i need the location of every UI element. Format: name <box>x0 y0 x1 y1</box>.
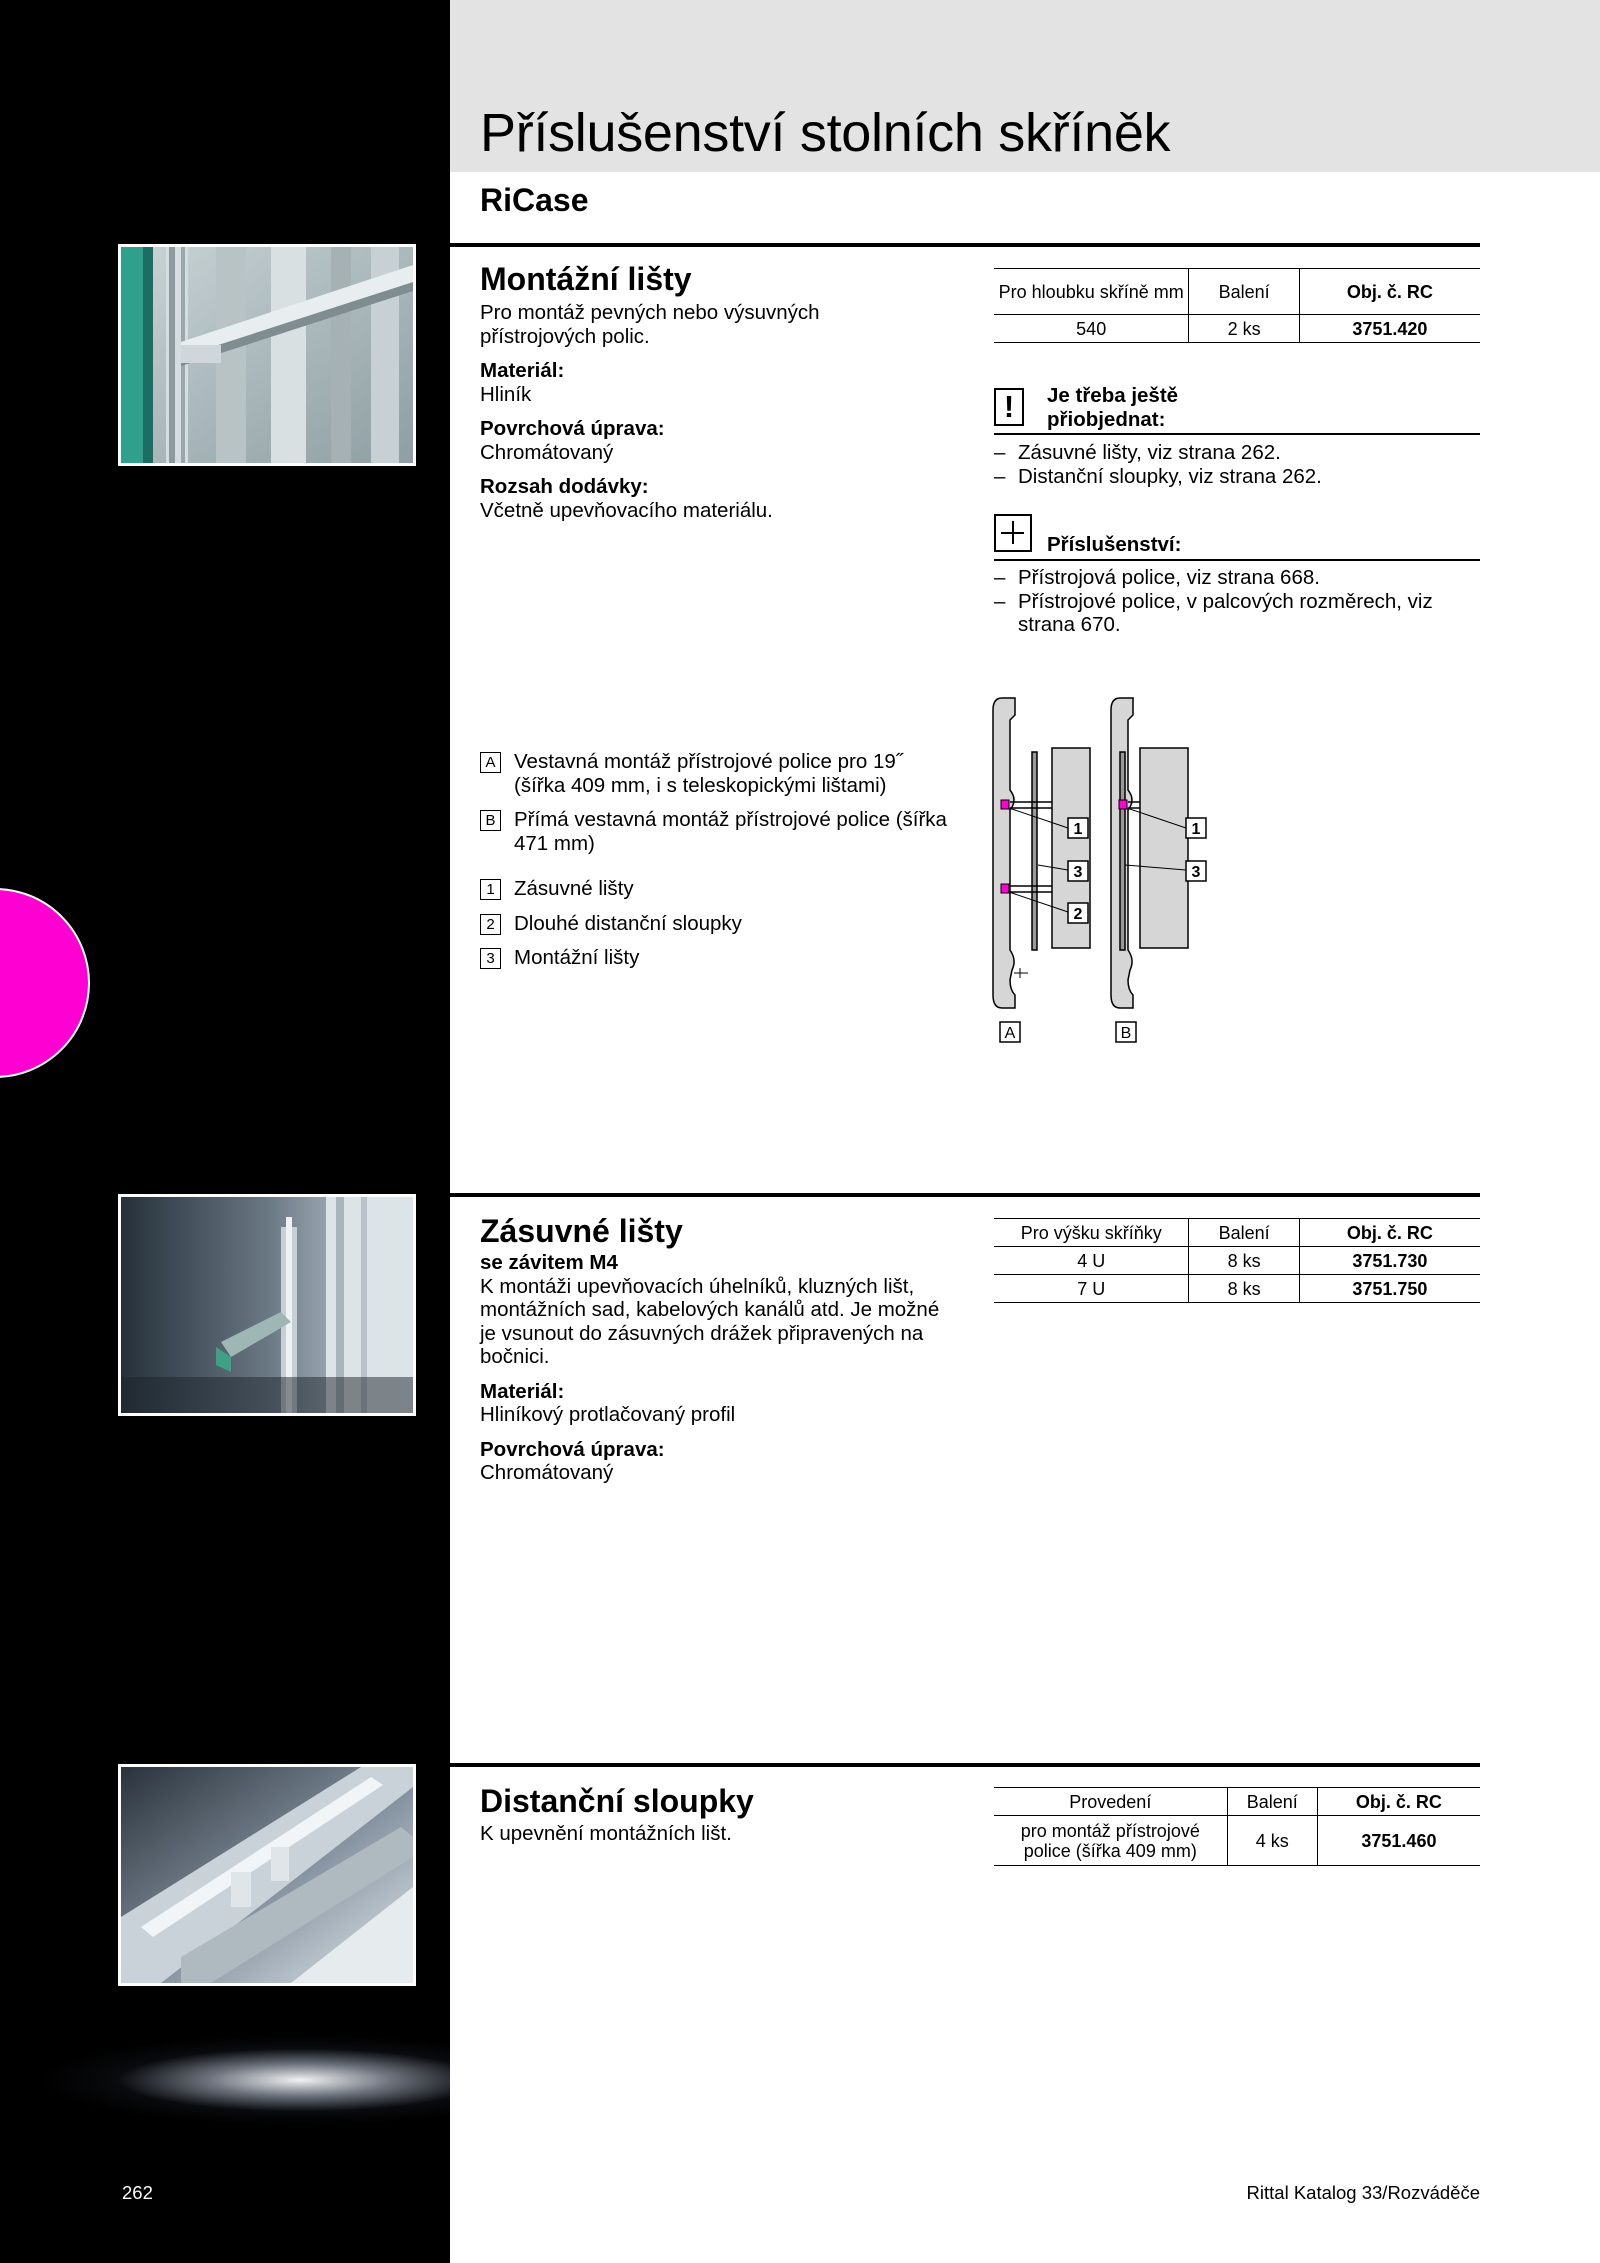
col-header-version: Provedení <box>994 1788 1227 1816</box>
scope-label: Rozsah dodávky: <box>480 475 649 498</box>
profile-a <box>993 698 1015 1008</box>
notice-rule <box>994 433 1480 435</box>
sidebar-light-glow <box>0 1980 450 2180</box>
table-cell-order-no: 3751.730 <box>1299 1247 1480 1275</box>
surface-label: Povrchová úprava: <box>480 1437 665 1461</box>
section3-table <box>994 1787 1480 1866</box>
diagram-label-a <box>1000 1022 1020 1042</box>
legend-key: A <box>480 752 501 773</box>
legend-text: Přímá vestavná montáž přístrojové police (šířka 471 mm) <box>514 808 947 855</box>
slide-rail-a-bottom <box>1001 884 1009 893</box>
catalog-name: Rittal Katalog 33/Rozváděče <box>1246 2182 1480 2203</box>
section-rule <box>450 1763 1480 1767</box>
list-item: – Zásuvné lišty, viz strana 262. <box>994 441 1480 465</box>
slide-rail-a-top <box>1001 800 1009 809</box>
svg-text:A: A <box>1004 1025 1016 1042</box>
table-cell: 4 ks <box>1227 1816 1317 1866</box>
accessories-rule <box>994 559 1480 561</box>
order-notice-title: Je třeba ještě přiobjednat: <box>1047 384 1179 431</box>
plate-b <box>1140 748 1188 948</box>
legend-key: 3 <box>480 948 501 969</box>
table-cell: 4 U <box>994 1247 1189 1275</box>
material-value: Hliníkový protlačovaný profil <box>480 1403 736 1426</box>
spacer-column-photo <box>118 1764 416 1986</box>
legend-key: 1 <box>480 879 501 900</box>
list-item: – Distanční sloupky, viz strana 262. <box>994 465 1480 489</box>
col-header-order-no: Obj. č. RC <box>1299 1219 1480 1247</box>
legend-item-2 <box>480 912 950 936</box>
surface-value: Chromátovaný <box>480 1461 614 1484</box>
svg-text:B: B <box>1120 1025 1132 1042</box>
col-header-height: Pro výšku skříňky <box>994 1219 1189 1247</box>
table-header-row <box>994 1788 1480 1816</box>
section2-text <box>480 1251 958 1485</box>
mounting-diagram <box>990 690 1220 1050</box>
col-header-pack: Balení <box>1189 1219 1299 1247</box>
section-title-slide-rails: Zásuvné lišty <box>480 1213 683 1249</box>
page-subtitle: RiCase <box>480 182 589 218</box>
table-row <box>994 1247 1480 1275</box>
legend-item-1 <box>480 877 950 901</box>
section-title-spacer-columns: Distanční sloupky <box>480 1783 754 1819</box>
mounting-rail-b <box>1120 752 1125 950</box>
material-value: Hliník <box>480 382 532 406</box>
legend-text: Dlouhé distanční sloupky <box>514 911 742 935</box>
table-cell: 7 U <box>994 1275 1189 1303</box>
svg-text:3: 3 <box>1191 864 1201 881</box>
table-cell: 540 <box>994 315 1189 343</box>
col-header-pack: Balení <box>1189 269 1299 315</box>
page-number: 262 <box>122 2182 153 2203</box>
section2-description: K montáži upevňovacích úhelníků, kluzných lišt, montážních sad, kabelových kanálů atd. Je možné je vsunout do zásuvných drážek připravených na bočnici. <box>480 1274 940 1368</box>
diagram-label-b <box>1116 1022 1136 1042</box>
col-header-order-no: Obj. č. RC <box>1317 1788 1480 1816</box>
diagram-legend <box>480 750 950 970</box>
table-cell: pro montáž přístrojové police (šířka 409 mm) <box>994 1816 1227 1866</box>
table-cell-order-no: 3751.420 <box>1299 315 1480 343</box>
table-header-row <box>994 269 1480 315</box>
section2-subtitle: se závitem M4 <box>480 1251 618 1274</box>
slide-rail-b <box>1119 800 1127 809</box>
section3-description: K upevnění montážních lišt. <box>480 1822 732 1845</box>
material-label: Materiál: <box>480 1379 565 1403</box>
plus-icon <box>994 514 1032 552</box>
order-notice-list <box>994 441 1480 488</box>
section1-table <box>994 268 1480 343</box>
legend-text: Vestavná montáž přístrojové police pro 19˝ (šířka 409 mm, i s teleskopickými lištami) <box>514 750 903 797</box>
col-header-depth: Pro hloubku skříně mm <box>994 269 1189 315</box>
table-cell-order-no: 3751.460 <box>1317 1816 1480 1866</box>
section1-text <box>480 301 880 522</box>
section-rule <box>450 243 1480 247</box>
legend-key: B <box>480 810 501 831</box>
section1-description: Pro montáž pevných nebo výsuvných přístrojových polic. <box>480 301 820 348</box>
legend-item-b <box>480 808 950 855</box>
material-label: Materiál: <box>480 359 565 382</box>
col-header-pack: Balení <box>1227 1788 1317 1816</box>
section2-table <box>994 1218 1480 1303</box>
legend-key: 2 <box>480 914 501 935</box>
section-title-mounting-rails: Montážní lišty <box>480 261 692 297</box>
table-row <box>994 315 1480 343</box>
surface-value: Chromátovaný <box>480 440 614 464</box>
callout-1-a <box>1068 818 1088 838</box>
callout-3-a <box>1068 861 1088 881</box>
list-item: – Přístrojové police, v palcových rozměrech, viz strana 670. <box>994 590 1434 637</box>
legend-item-a <box>480 750 950 797</box>
callout-2-a <box>1068 903 1088 923</box>
callout-1-b <box>1186 818 1206 838</box>
svg-text:1: 1 <box>1073 821 1083 838</box>
svg-text:3: 3 <box>1073 864 1083 881</box>
callout-3-b <box>1186 861 1206 881</box>
accessories-list <box>994 566 1434 637</box>
page-title: Příslušenství stolních skříněk <box>480 103 1171 163</box>
table-cell: 8 ks <box>1189 1275 1299 1303</box>
scope-value: Včetně upevňovacího materiálu. <box>480 498 773 522</box>
legend-text: Montážní lišty <box>514 946 640 969</box>
svg-text:2: 2 <box>1073 906 1083 923</box>
table-header-row <box>994 1219 1480 1247</box>
table-cell: 8 ks <box>1189 1247 1299 1275</box>
mounting-rail-photo <box>118 244 416 466</box>
section-rule <box>450 1193 1480 1197</box>
list-item: – Přístrojová police, viz strana 668. <box>994 566 1434 590</box>
table-row <box>994 1275 1480 1303</box>
surface-label: Povrchová úprava: <box>480 417 665 440</box>
legend-item-3 <box>480 946 950 970</box>
table-cell: 2 ks <box>1189 315 1299 343</box>
exclamation-icon: ! <box>994 388 1024 426</box>
legend-text: Zásuvné lišty <box>514 877 634 900</box>
svg-text:1: 1 <box>1191 821 1201 838</box>
mounting-rail-a <box>1032 752 1037 950</box>
accessories-title: Příslušenství: <box>1047 533 1182 556</box>
slide-rail-photo <box>118 1194 416 1416</box>
table-row <box>994 1816 1480 1866</box>
table-cell-order-no: 3751.750 <box>1299 1275 1480 1303</box>
col-header-order-no: Obj. č. RC <box>1299 269 1480 315</box>
